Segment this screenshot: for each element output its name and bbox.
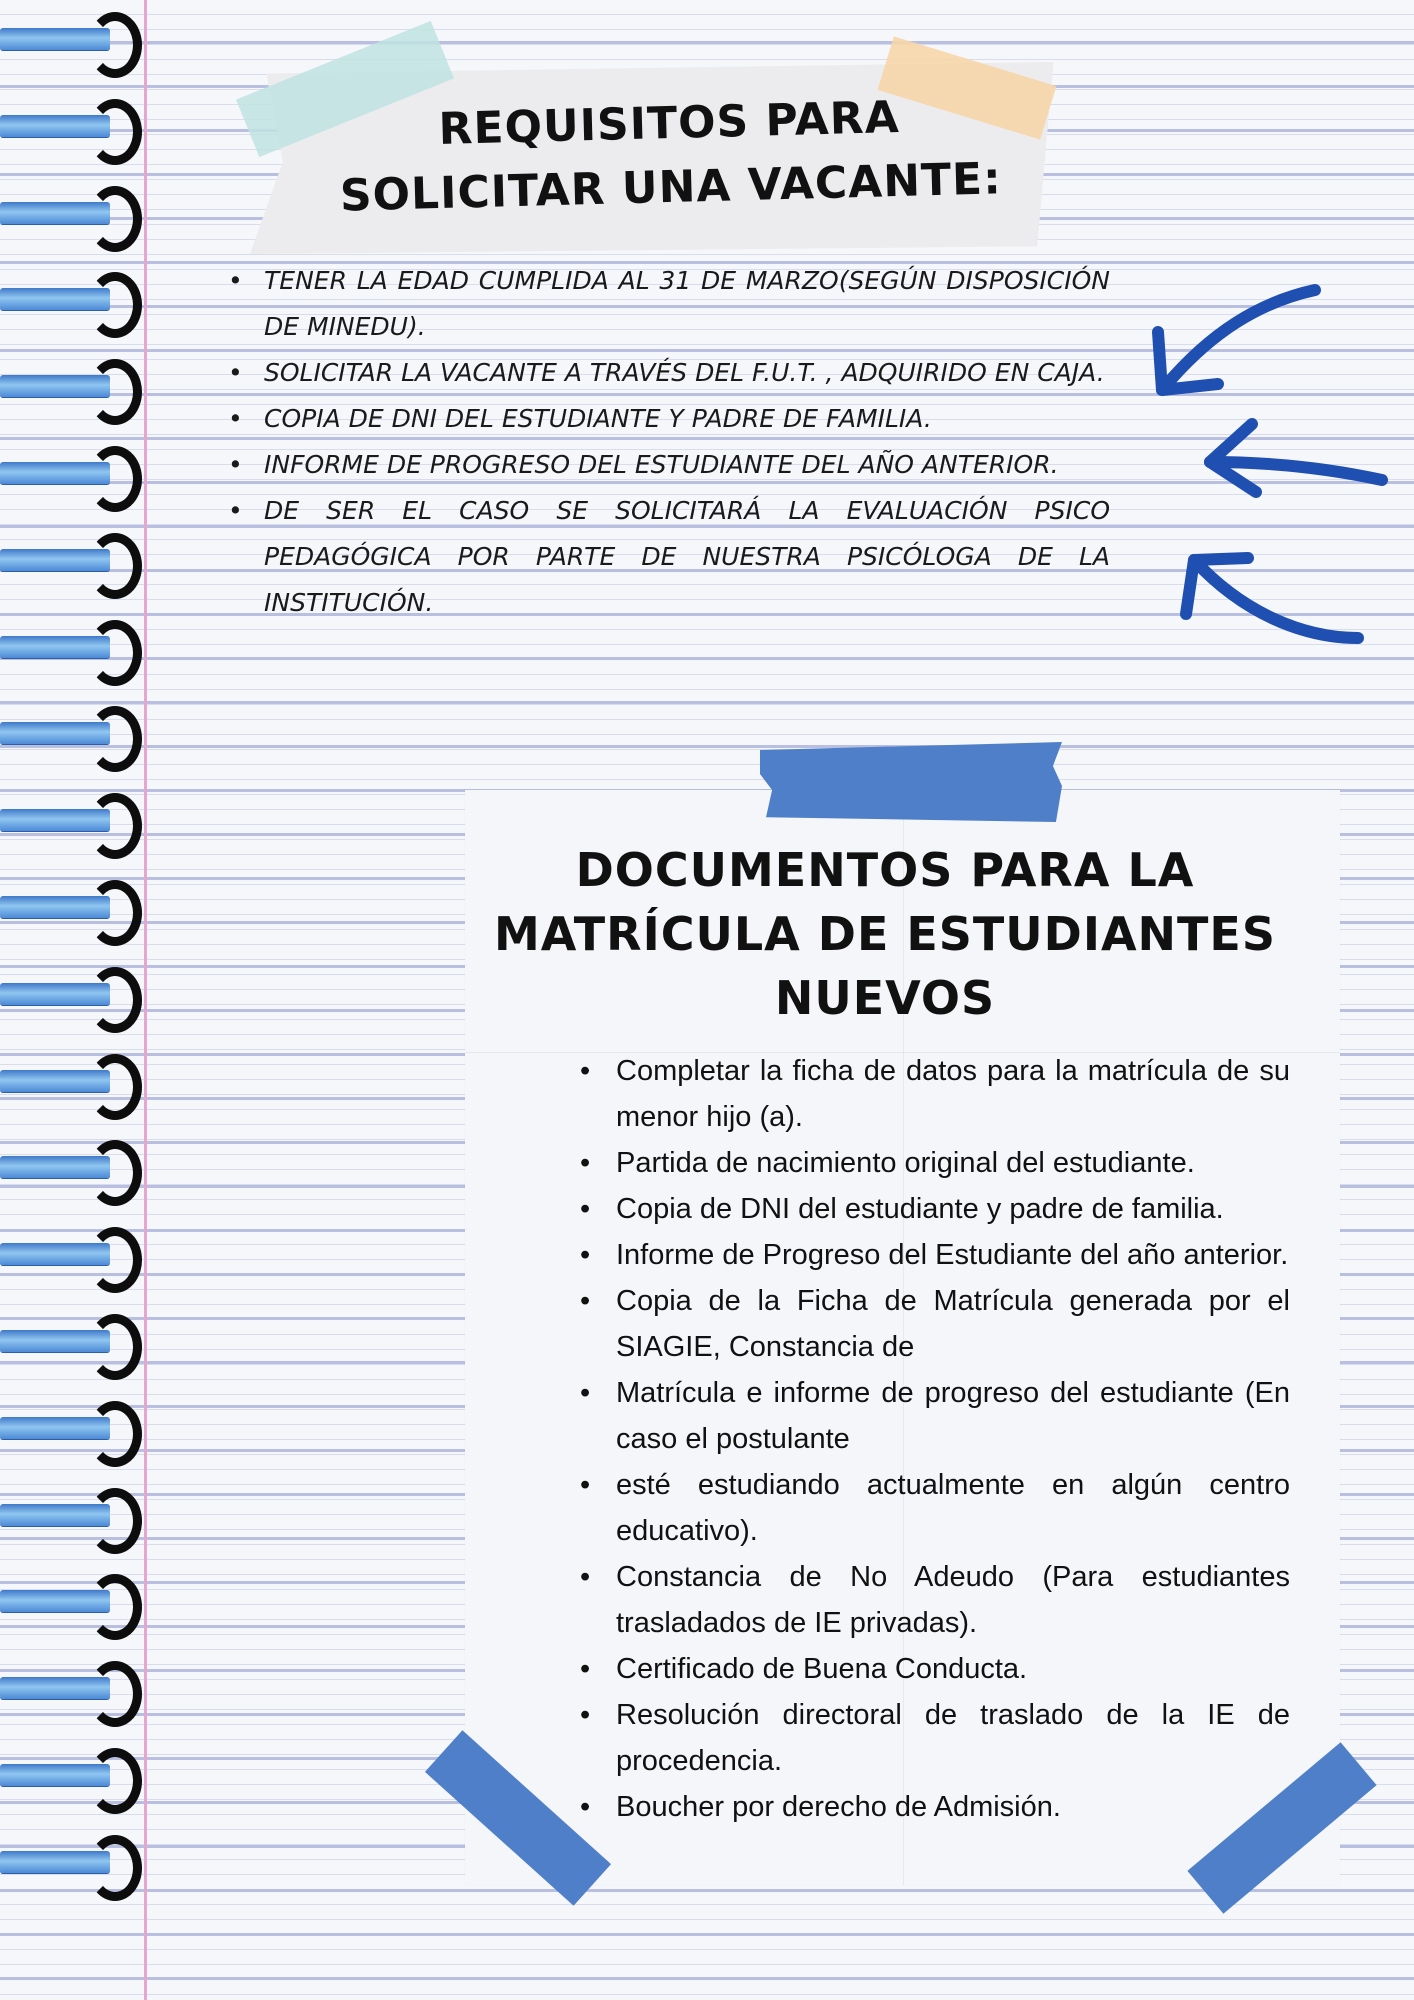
spiral-ring: [0, 1659, 140, 1719]
spiral-loop: [88, 620, 142, 686]
document-item: • esté estudiando actualmente en algún centro educativo).: [574, 1462, 1290, 1554]
spiral-ring: [0, 704, 140, 764]
spiral-loop: [88, 967, 142, 1033]
requirements-list: [222, 258, 1110, 626]
spiral-loop: [88, 186, 142, 252]
requirement-item: • TENER LA EDAD CUMPLIDA AL 31 DE MARZO(SEGÚN DISPOSICIÓN DE MINEDU).: [222, 258, 1110, 350]
spiral-loop: [88, 533, 142, 599]
spiral-loop: [88, 272, 142, 338]
requirements-title-line2: SOLICITAR UNA VACANTE:: [339, 153, 1003, 222]
requirements-title-line1: REQUISITOS PARA: [437, 91, 901, 156]
requirement-item: • INFORME DE PROGRESO DEL ESTUDIANTE DEL AÑO ANTERIOR.: [222, 442, 1110, 488]
spiral-ring: [0, 1052, 140, 1112]
document-item: • Constancia de No Adeudo (Para estudiantes trasladados de IE privadas).: [574, 1554, 1290, 1646]
spiral-ring: [0, 531, 140, 591]
spiral-ring: [0, 1486, 140, 1546]
spiral-loop: [88, 1401, 142, 1467]
document-item: • Partida de nacimiento original del estudiante.: [574, 1140, 1290, 1186]
spiral-loop: [88, 99, 142, 165]
spiral-loop: [88, 880, 142, 946]
requirement-item: • COPIA DE DNI DEL ESTUDIANTE Y PADRE DE FAMILIA.: [222, 396, 1110, 442]
spiral-loop: [88, 1314, 142, 1380]
requirement-item: • DE SER EL CASO SE SOLICITARÁ LA EVALUACIÓN PSICO PEDAGÓGICA POR PARTE DE NUESTRA PSICÓLOGA DE LA INSTITUCIÓN.: [222, 488, 1110, 626]
spiral-ring: [0, 1833, 140, 1893]
spiral-ring: [0, 444, 140, 504]
documents-title-line3: NUEVOS: [774, 971, 996, 1025]
tape-blue-top: [760, 742, 1062, 822]
spiral-ring: [0, 1312, 140, 1372]
spiral-loop: [88, 12, 142, 78]
spiral-binding: [0, 0, 150, 2000]
spiral-loop: [88, 1227, 142, 1293]
document-item: • Completar la ficha de datos para la matrícula de su menor hijo (a).: [574, 1048, 1290, 1140]
spiral-ring: [0, 1572, 140, 1632]
spiral-loop: [88, 359, 142, 425]
requirement-item: • SOLICITAR LA VACANTE A TRAVÉS DEL F.U.T. , ADQUIRIDO EN CAJA.: [222, 350, 1110, 396]
spiral-ring: [0, 1746, 140, 1806]
spiral-loop: [88, 1661, 142, 1727]
spiral-loop: [88, 706, 142, 772]
documents-title-line1: DOCUMENTOS PARA LA: [575, 843, 1195, 897]
spiral-ring: [0, 1225, 140, 1285]
spiral-loop: [88, 1054, 142, 1120]
document-item: • Resolución directoral de traslado de la IE de procedencia.: [574, 1692, 1290, 1784]
spiral-ring: [0, 965, 140, 1025]
spiral-ring: [0, 357, 140, 417]
arrow-icon: [1196, 410, 1396, 510]
documents-title: [480, 838, 1290, 1030]
spiral-ring: [0, 97, 140, 157]
document-item: • Boucher por derecho de Admisión.: [574, 1784, 1290, 1830]
documents-list: [574, 1048, 1290, 1830]
spiral-loop: [88, 793, 142, 859]
spiral-ring: [0, 1138, 140, 1198]
spiral-loop: [88, 446, 142, 512]
spiral-ring: [0, 878, 140, 938]
spiral-loop: [88, 1748, 142, 1814]
document-item: • Matrícula e informe de progreso del estudiante (En caso el postulante: [574, 1370, 1290, 1462]
arrow-icon: [1172, 540, 1372, 660]
document-item: • Copia de la Ficha de Matrícula generada por el SIAGIE, Constancia de: [574, 1278, 1290, 1370]
spiral-ring: [0, 1399, 140, 1459]
spiral-loop: [88, 1140, 142, 1206]
document-item: • Copia de DNI del estudiante y padre de familia.: [574, 1186, 1290, 1232]
spiral-ring: [0, 618, 140, 678]
arrow-icon: [1140, 272, 1340, 412]
spiral-ring: [0, 270, 140, 330]
spiral-loop: [88, 1574, 142, 1640]
requirements-title: [298, 82, 1041, 229]
documents-title-line2: MATRÍCULA DE ESTUDIANTES: [494, 907, 1276, 961]
spiral-ring: [0, 184, 140, 244]
spiral-loop: [88, 1488, 142, 1554]
document-item: • Informe de Progreso del Estudiante del año anterior.: [574, 1232, 1290, 1278]
spiral-loop: [88, 1835, 142, 1901]
spiral-ring: [0, 791, 140, 851]
document-item: • Certificado de Buena Conducta.: [574, 1646, 1290, 1692]
spiral-ring: [0, 10, 140, 70]
